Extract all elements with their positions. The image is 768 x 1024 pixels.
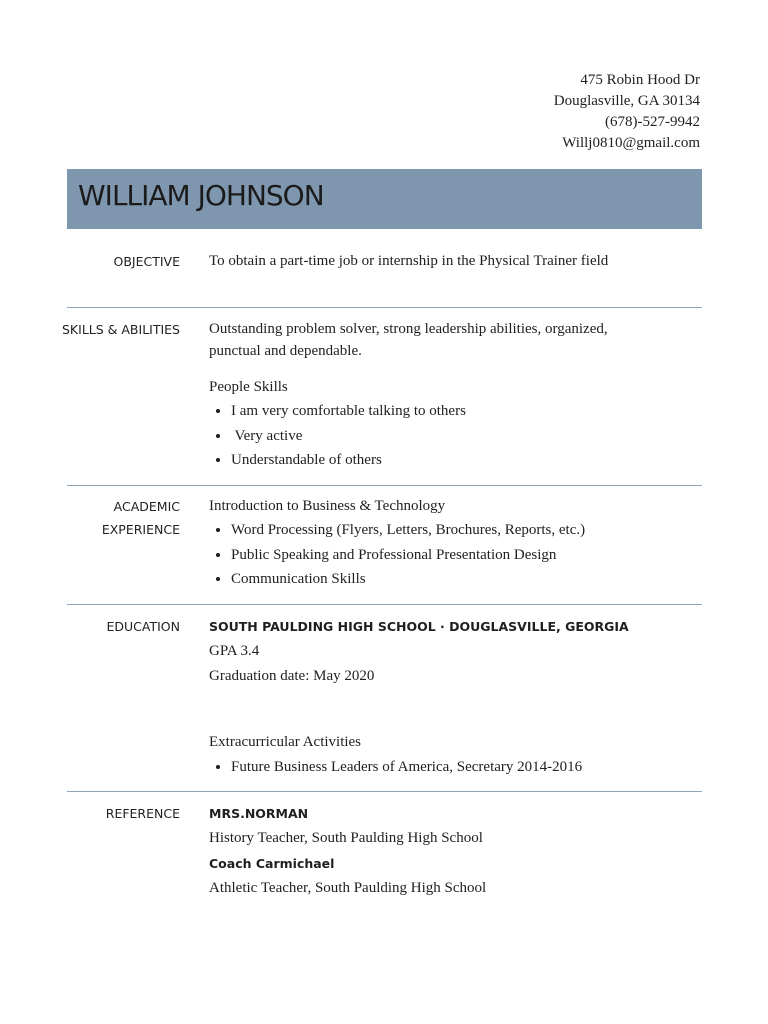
reference-label: REFERENCE (105, 806, 180, 821)
objective-text: To obtain a part-time job or internship in the Physical Trainer field (209, 253, 609, 269)
school-name: SOUTH PAULDING HIGH SCHOOL · DOUGLASVILLE, GEORGIA (209, 619, 629, 634)
education-section (67, 604, 702, 775)
candidate-name: WILLIAM JOHNSON (78, 179, 324, 212)
graduation-date: Graduation date: May 2020 (209, 668, 375, 684)
contact-phone: (678)-527-9942 (605, 114, 700, 130)
list-item: • Understandable of others (231, 448, 629, 473)
contact-block (554, 70, 700, 154)
reference-1-name: MRS.NORMAN (209, 806, 309, 821)
academic-label-line1: ACADEMIC (113, 499, 180, 514)
reference-1-title: History Teacher, South Paulding High School (209, 830, 483, 846)
education-label: EDUCATION (106, 619, 180, 634)
skills-label: SKILLS & ABILITIES (62, 322, 180, 337)
activities-list (209, 755, 649, 780)
activities-heading: Extracurricular Activities (209, 734, 362, 750)
reference-2-title: Athletic Teacher, South Paulding High School (209, 880, 487, 896)
list-item: • I am very comfortable talking to others (231, 399, 629, 424)
gpa: GPA 3.4 (209, 643, 260, 659)
contact-city: Douglasville, GA 30134 (553, 93, 700, 109)
list-item: • Very active (231, 424, 629, 449)
contact-address: 475 Robin Hood Dr (580, 72, 700, 88)
reference-section (67, 791, 702, 896)
list-item: • Communication Skills (231, 567, 649, 592)
academic-section (67, 485, 702, 587)
list-item: • Future Business Leaders of America, Secretary 2014-2016 (231, 755, 649, 780)
objective-label: OBJECTIVE (113, 254, 180, 269)
name-banner (67, 169, 702, 229)
people-skills-list (209, 399, 629, 473)
contact-email: Willj0810@gmail.com (562, 135, 700, 151)
people-skills-heading: People Skills (209, 379, 288, 395)
skills-section (62, 307, 702, 468)
academic-label-line2: EXPERIENCE (101, 522, 180, 537)
reference-2-name: Coach Carmichael (209, 856, 335, 871)
list-item: • Public Speaking and Professional Presentation Design (231, 543, 649, 568)
skills-summary: Outstanding problem solver, strong leadership abilities, organized, punctual and dependable. (209, 321, 608, 359)
academic-heading: Introduction to Business & Technology (209, 498, 446, 514)
academic-list (209, 518, 649, 592)
list-item: • Word Processing (Flyers, Letters, Brochures, Reports, etc.) (231, 518, 649, 543)
